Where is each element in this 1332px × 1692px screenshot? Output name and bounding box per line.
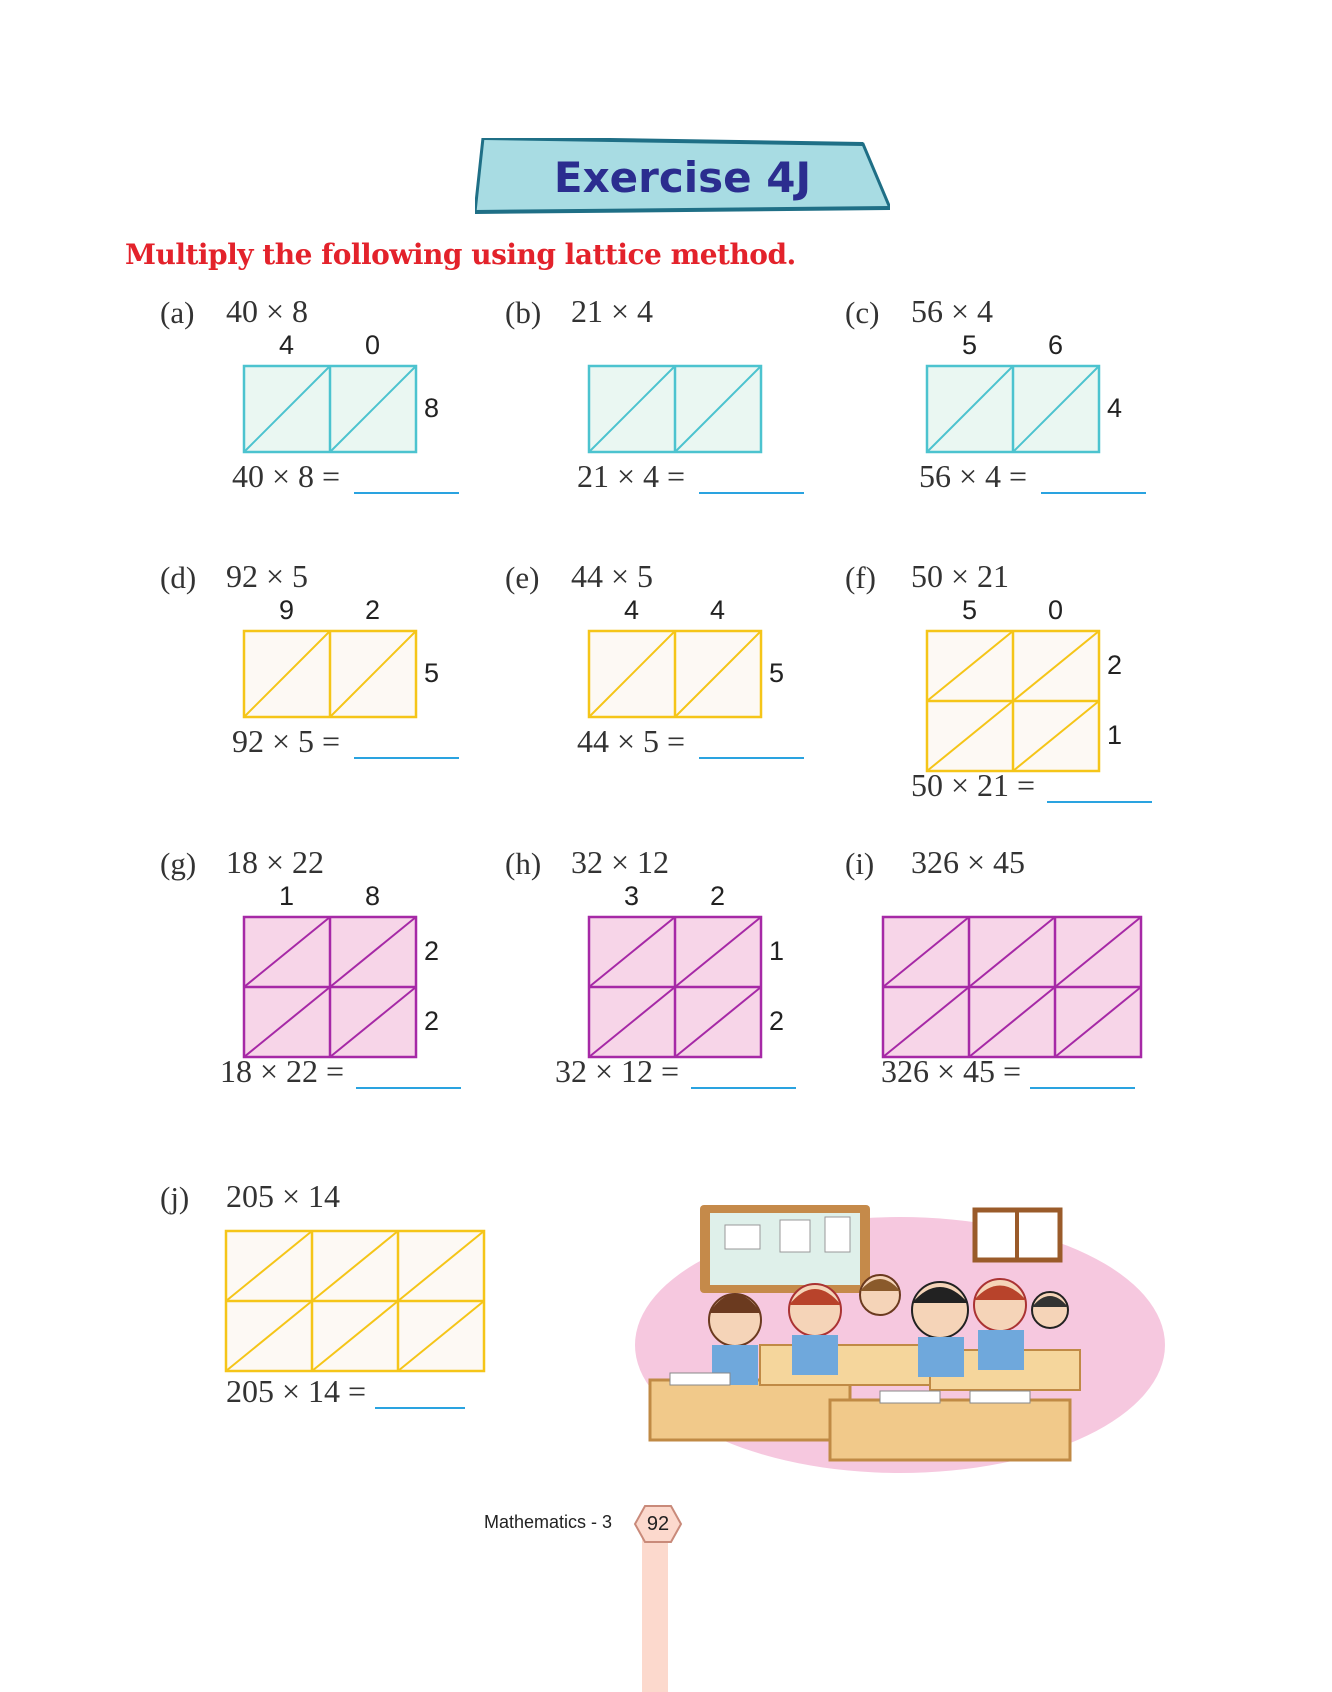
page-number: 92 [646, 1513, 670, 1535]
answer-blank[interactable] [375, 1407, 465, 1409]
top-digit: 1 [279, 881, 295, 911]
side-digit: 8 [424, 393, 440, 423]
answer-blank[interactable] [1047, 801, 1152, 803]
answer-blank[interactable] [1030, 1087, 1135, 1089]
top-digit: 0 [1048, 595, 1064, 625]
problem-expression: 18 × 22 [226, 844, 325, 880]
classroom-illustration [630, 1195, 1170, 1475]
problem-label: (g) [160, 846, 197, 881]
answer-blank[interactable] [699, 492, 804, 494]
answer-prompt: 40 × 8 = [232, 458, 341, 494]
problem-expression: 40 × 8 [226, 293, 309, 329]
problem-label: (j) [160, 1180, 190, 1215]
book-name: Mathematics - 3 [484, 1512, 613, 1532]
problem-j [160, 1180, 560, 1480]
answer-blank[interactable] [354, 757, 459, 759]
answer-prompt: 205 × 14 = [226, 1373, 367, 1409]
answer-blank[interactable] [354, 492, 459, 494]
instruction-text: Multiply the following using lattice method. [125, 238, 796, 271]
page-tab [642, 1520, 668, 1692]
problem-a [160, 295, 560, 595]
lattice-grid [224, 1229, 486, 1373]
top-digit: 5 [962, 595, 978, 625]
exercise-title: Exercise 4J [553, 153, 812, 202]
problem-expression: 205 × 14 [226, 1178, 341, 1214]
top-digit: 0 [365, 330, 381, 360]
problem-expression: 92 × 5 [226, 558, 309, 594]
top-digit: 6 [1048, 330, 1064, 360]
answer-prompt: 32 × 12 = [555, 1053, 680, 1089]
top-digit: 4 [279, 330, 295, 360]
problem-label: (e) [505, 560, 540, 595]
problem-d [160, 560, 560, 860]
problem-expression: 326 × 45 [911, 844, 1026, 880]
side-digit: 1 [769, 936, 785, 966]
problem-g [160, 846, 560, 1146]
top-digit: 4 [710, 595, 726, 625]
problem-expression: 50 × 21 [911, 558, 1010, 594]
top-digit: 5 [962, 330, 978, 360]
lattice-grid [587, 364, 763, 454]
top-digit: 9 [279, 595, 295, 625]
lattice-grid [925, 629, 1101, 773]
problem-i [845, 846, 1245, 1146]
answer-prompt: 44 × 5 = [577, 723, 686, 759]
problem-f [845, 560, 1245, 860]
lattice-grid [242, 915, 418, 1059]
side-digit: 2 [424, 936, 440, 966]
top-digit: 3 [624, 881, 640, 911]
side-digit: 2 [424, 1006, 440, 1036]
problem-label: (a) [160, 295, 195, 330]
lattice-grid [242, 629, 418, 719]
lattice-grid [925, 364, 1101, 454]
problem-label: (i) [845, 846, 875, 881]
problem-label: (f) [845, 560, 876, 595]
problem-label: (c) [845, 295, 880, 330]
answer-prompt: 21 × 4 = [577, 458, 686, 494]
problem-c [845, 295, 1245, 595]
problem-label: (b) [505, 295, 542, 330]
answer-blank[interactable] [1041, 492, 1146, 494]
answer-blank[interactable] [691, 1087, 796, 1089]
problem-expression: 32 × 12 [571, 844, 670, 880]
problem-expression: 56 × 4 [911, 293, 994, 329]
answer-blank[interactable] [356, 1087, 461, 1089]
side-digit: 5 [424, 658, 440, 688]
problem-label: (d) [160, 560, 197, 595]
side-digit: 2 [769, 1006, 785, 1036]
top-digit: 2 [710, 881, 726, 911]
lattice-grid [881, 915, 1143, 1059]
top-digit: 4 [624, 595, 640, 625]
side-digit: 5 [769, 658, 785, 688]
answer-prompt: 18 × 22 = [220, 1053, 345, 1089]
top-digit: 8 [365, 881, 381, 911]
lattice-grid [242, 364, 418, 454]
exercise-banner [475, 138, 890, 218]
side-digit: 4 [1107, 393, 1123, 423]
answer-prompt: 56 × 4 = [919, 458, 1028, 494]
lattice-grid [587, 629, 763, 719]
answer-prompt: 50 × 21 = [911, 767, 1036, 803]
answer-prompt: 92 × 5 = [232, 723, 341, 759]
answer-blank[interactable] [699, 757, 804, 759]
problem-expression: 21 × 4 [571, 293, 654, 329]
side-digit: 1 [1107, 720, 1123, 750]
lattice-grid [587, 915, 763, 1059]
answer-prompt: 326 × 45 = [881, 1053, 1022, 1089]
side-digit: 2 [1107, 650, 1123, 680]
problem-label: (h) [505, 846, 542, 881]
top-digit: 2 [365, 595, 381, 625]
problem-expression: 44 × 5 [571, 558, 654, 594]
